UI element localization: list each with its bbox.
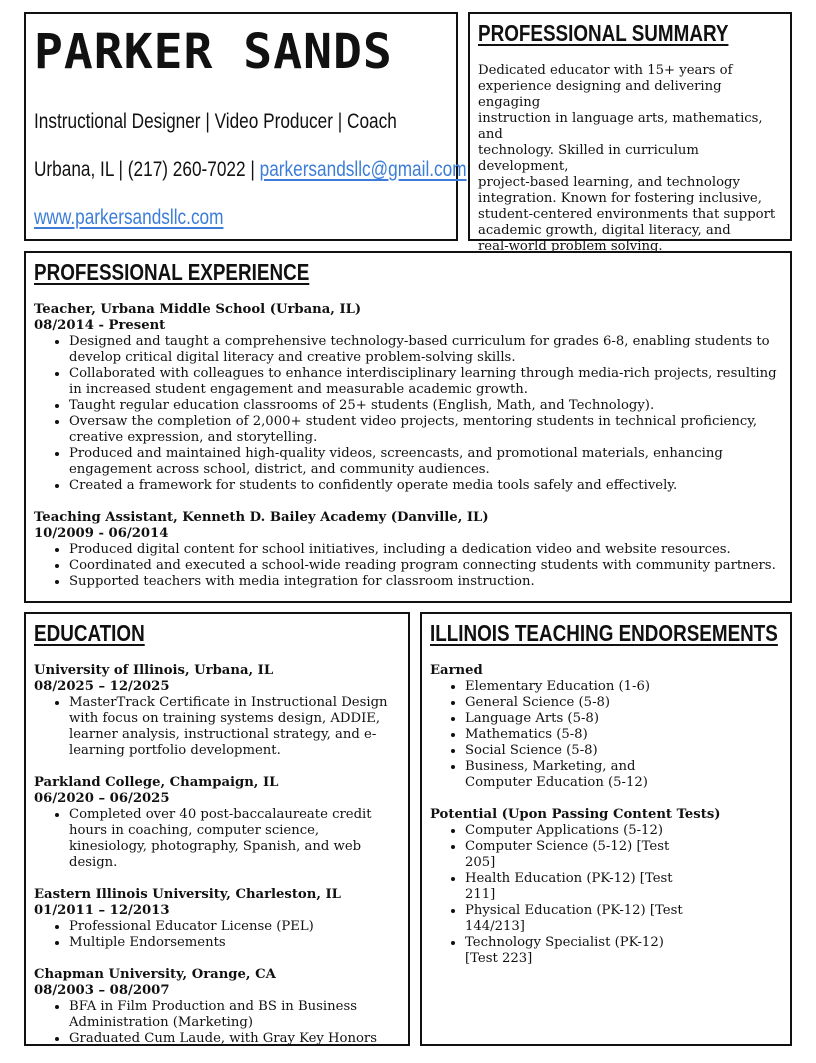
job-bullets (34, 334, 782, 494)
endorsement-item: • Technology Specialist (PK-12) [Test 223] (465, 935, 692, 967)
email-link[interactable]: parkersandsllc@gmail.com (259, 158, 467, 181)
school-bullets (34, 807, 400, 871)
endorsement-items (430, 823, 782, 967)
school-name: Parkland College, Champaign, IL (34, 775, 279, 790)
endorsement-group (430, 663, 782, 791)
endorsement-group (430, 807, 782, 967)
endorsement-item: • Elementary Education (1-6) (465, 679, 692, 695)
endorsement-item: • Social Science (5-8) (465, 743, 692, 759)
endorsements-heading: ILLINOIS TEACHING ENDORSEMENTS (430, 620, 778, 646)
location-phone: Urbana, IL | (217) 260-7022 | (34, 158, 260, 181)
school-bullet: • Professional Educator License (PEL) (69, 919, 400, 935)
school-bullets (34, 919, 400, 951)
school-name: University of Illinois, Urbana, IL (34, 663, 274, 678)
school-bullets (34, 695, 400, 759)
job-title: Teacher, Urbana Middle School (Urbana, IL) (34, 302, 362, 317)
school-bullet: • MasterTrack Certificate in Instructional Design with focus on training systems design, ADDIE, learner analysis, instructional strategy, and e-learning portfolio development. (69, 695, 400, 759)
summary-line: technology. Skilled in curriculum development, (478, 143, 699, 174)
education-list (34, 663, 400, 1063)
school-bullet: • Multiple Endorsements (69, 935, 400, 951)
school-dates: 08/2003 – 08/2007 (34, 983, 170, 998)
school-entry (34, 775, 400, 871)
school-entry (34, 663, 400, 759)
job-bullets (34, 542, 782, 590)
summary-heading: PROFESSIONAL SUMMARY (478, 20, 729, 46)
endorsement-items (430, 679, 782, 791)
education-box (24, 612, 410, 1046)
school-bullets (34, 999, 400, 1047)
school-bullet: • BFA in Film Production and BS in Business Administration (Marketing) (69, 999, 400, 1031)
job-bullet: • Supported teachers with media integration for classroom instruction. (69, 574, 782, 590)
school-dates: 08/2025 – 12/2025 (34, 679, 170, 694)
summary-line: academic growth, digital literacy, and (478, 223, 731, 238)
experience-list (34, 302, 782, 606)
school-bullet: • Completed over 40 post-baccalaureate credit hours in coaching, computer science, kinesiology, photography, Spanish, and web design. (69, 807, 400, 871)
job-bullet: • Coordinated and executed a school-wide reading program connecting students with community partners. (69, 558, 782, 574)
endorsement-item: • Mathematics (5-8) (465, 727, 692, 743)
endorsement-item: • Computer Applications (5-12) (465, 823, 692, 839)
job-bullet: • Taught regular education classrooms of 25+ students (English, Math, and Technology). (69, 398, 782, 414)
job-title: Teaching Assistant, Kenneth D. Bailey Academy (Danville, IL) (34, 510, 489, 525)
summary-line: student-centered environments that support (478, 207, 776, 222)
tagline: Instructional Designer | Video Producer | Coach (34, 110, 397, 133)
summary-line: integration. Known for fostering inclusive, (478, 191, 762, 206)
summary-line: project-based learning, and technology (478, 175, 740, 190)
school-name: Eastern Illinois University, Charleston, IL (34, 887, 341, 902)
experience-heading: PROFESSIONAL EXPERIENCE (34, 259, 310, 285)
contact-line (34, 158, 467, 182)
endorsement-item: • Computer Science (5-12) [Test 205] (465, 839, 692, 871)
school-entry (34, 967, 400, 1047)
job-bullet: • Produced digital content for school initiatives, including a dedication video and website resources. (69, 542, 782, 558)
job-entry (34, 302, 782, 494)
job-bullet: • Created a framework for students to confidently operate media tools safely and effectively. (69, 478, 782, 494)
job-dates: 10/2009 - 06/2014 (34, 526, 169, 541)
job-dates: 08/2014 - Present (34, 318, 166, 333)
job-bullet: • Produced and maintained high-quality videos, screencasts, and promotional materials, enhancing engagement across school, district, and community audiences. (69, 446, 782, 478)
summary-text (478, 63, 782, 255)
endorsement-item: • Business, Marketing, and Computer Education (5-12) (465, 759, 692, 791)
school-name: Chapman University, Orange, CA (34, 967, 276, 982)
endorsement-item: • General Science (5-8) (465, 695, 692, 711)
summary-line: experience designing and delivering engaging (478, 79, 722, 110)
job-entry (34, 510, 782, 590)
school-dates: 01/2011 – 12/2013 (34, 903, 170, 918)
experience-box (24, 251, 792, 603)
endorsements-box (420, 612, 792, 1046)
job-bullet: • Collaborated with colleagues to enhance interdisciplinary learning through media-rich projects, resulting in increased student engagement and measurable academic growth. (69, 366, 782, 398)
endorsement-item: • Language Arts (5-8) (465, 711, 692, 727)
school-dates: 06/2020 – 06/2025 (34, 791, 170, 806)
endorsement-group-title: Potential (Upon Passing Content Tests) (430, 807, 721, 822)
summary-line: Dedicated educator with 15+ years of (478, 63, 733, 78)
candidate-name: PARKER SANDS (34, 24, 393, 80)
summary-line: real-world problem solving. (478, 239, 663, 254)
summary-box (468, 12, 792, 254)
job-bullet: • Oversaw the completion of 2,000+ student video projects, mentoring students in technical proficiency, creative expression, and storytelling. (69, 414, 782, 446)
endorsement-group-title: Earned (430, 663, 483, 678)
header-box (24, 12, 467, 241)
school-entry (34, 887, 400, 951)
endorsement-item: • Physical Education (PK-12) [Test 144/213] (465, 903, 692, 935)
endorsement-item: • Health Education (PK-12) [Test 211] (465, 871, 692, 903)
website-link[interactable]: www.parkersandsllc.com (34, 206, 224, 229)
summary-line: instruction in language arts, mathematics, and (478, 111, 763, 142)
job-bullet: • Designed and taught a comprehensive technology-based curriculum for grades 6-8, enabling students to develop critical digital literacy and creative problem-solving skills. (69, 334, 782, 366)
endorsements-list (430, 663, 782, 983)
education-heading: EDUCATION (34, 620, 145, 646)
school-bullet: • Graduated Cum Laude, with Gray Key Honors (69, 1031, 400, 1047)
